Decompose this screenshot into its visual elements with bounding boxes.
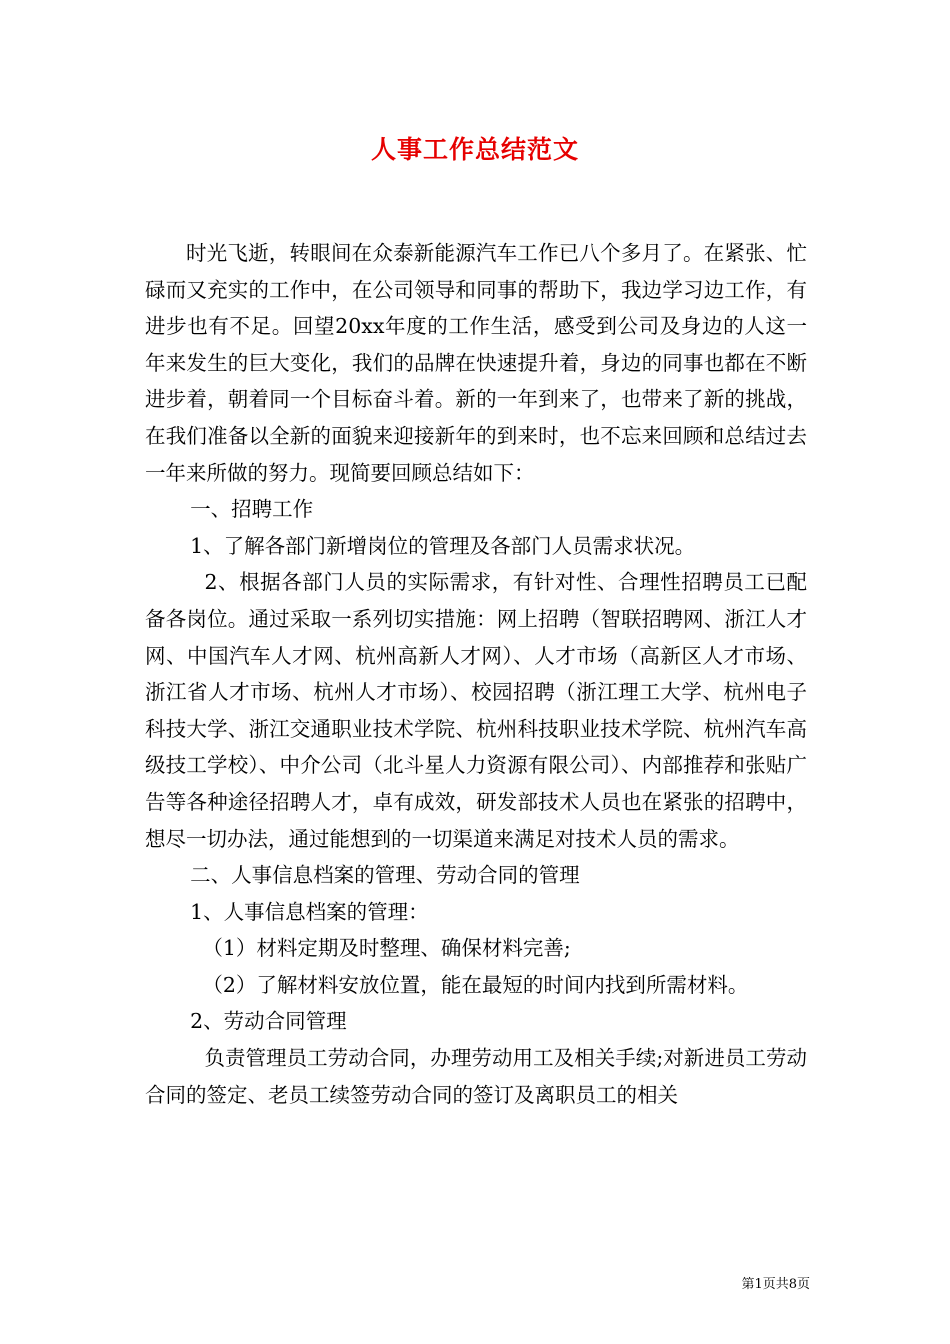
paragraph-records-subitem-2: （2）了解材料安放位置，能在最短的时间内找到所需材料。 [202, 972, 749, 997]
section-heading-records: 二、人事信息档案的管理、劳动合同的管理 [190, 863, 580, 888]
paragraph-recruitment-item-1: 1、了解各部门新增岗位的管理及各部门人员需求状况。 [190, 533, 696, 558]
document-body [145, 235, 807, 1113]
paragraph-contract-body: 负责管理员工劳动合同，办理劳动用工及相关手续;对新进员工劳动合同的签定、老员工续签劳动合同的签订及离职员工的相关 [145, 1046, 807, 1107]
section-heading-recruitment: 一、招聘工作 [190, 497, 314, 522]
paragraph-recruitment-item-2: 2、根据各部门人员的实际需求，有针对性、合理性招聘员工已配备各岗位。通过采取一系列切实措施：网上招聘（智联招聘网、浙江人才网、中国汽车人才网、杭州高新人才网）、人才市场（高新区人才市场、浙江省人才市场、杭州人才市场）、校园招聘（浙江理工大学、杭州电子科技大学、浙江交通职业技术学院、杭州科技职业技术学院、杭州汽车高级技工学校）、中介公司（北斗星人力资源有限公司）、内部推荐和张贴广告等各种途径招聘人才，卓有成效，研发部技术人员也在紧张的招聘中，想尽一切办法，通过能想到的一切渠道来满足对技术人员的需求。 [145, 570, 807, 851]
paragraph-records-item-1: 1、人事信息档案的管理： [190, 899, 429, 924]
paragraph-records-subitem-1: （1）材料定期及时整理、确保材料完善; [202, 936, 571, 961]
paragraph-contract-heading: 2、劳动合同管理 [190, 1009, 347, 1034]
page-number: 第1页共8页 [741, 1277, 810, 1292]
document-title: 人事工作总结范文 [370, 135, 579, 164]
paragraph-intro: 时光飞逝，转眼间在众泰新能源汽车工作已八个多月了。在紧张、忙碌而又充实的工作中，在公司领导和同事的帮助下，我边学习边工作，有进步也有不足。回望20xx年度的工作生活，感受到公司及身边的人这一年来发生的巨大变化，我们的品牌在快速提升着，身边的同事也都在不断进步着，朝着同一个目标奋斗着。新的一年到来了，也带来了新的挑战，在我们准备以全新的面貌来迎接新年的到来时，也不忘来回顾和总结过去一年来所做的努力。现简要回顾总结如下： [145, 241, 807, 485]
